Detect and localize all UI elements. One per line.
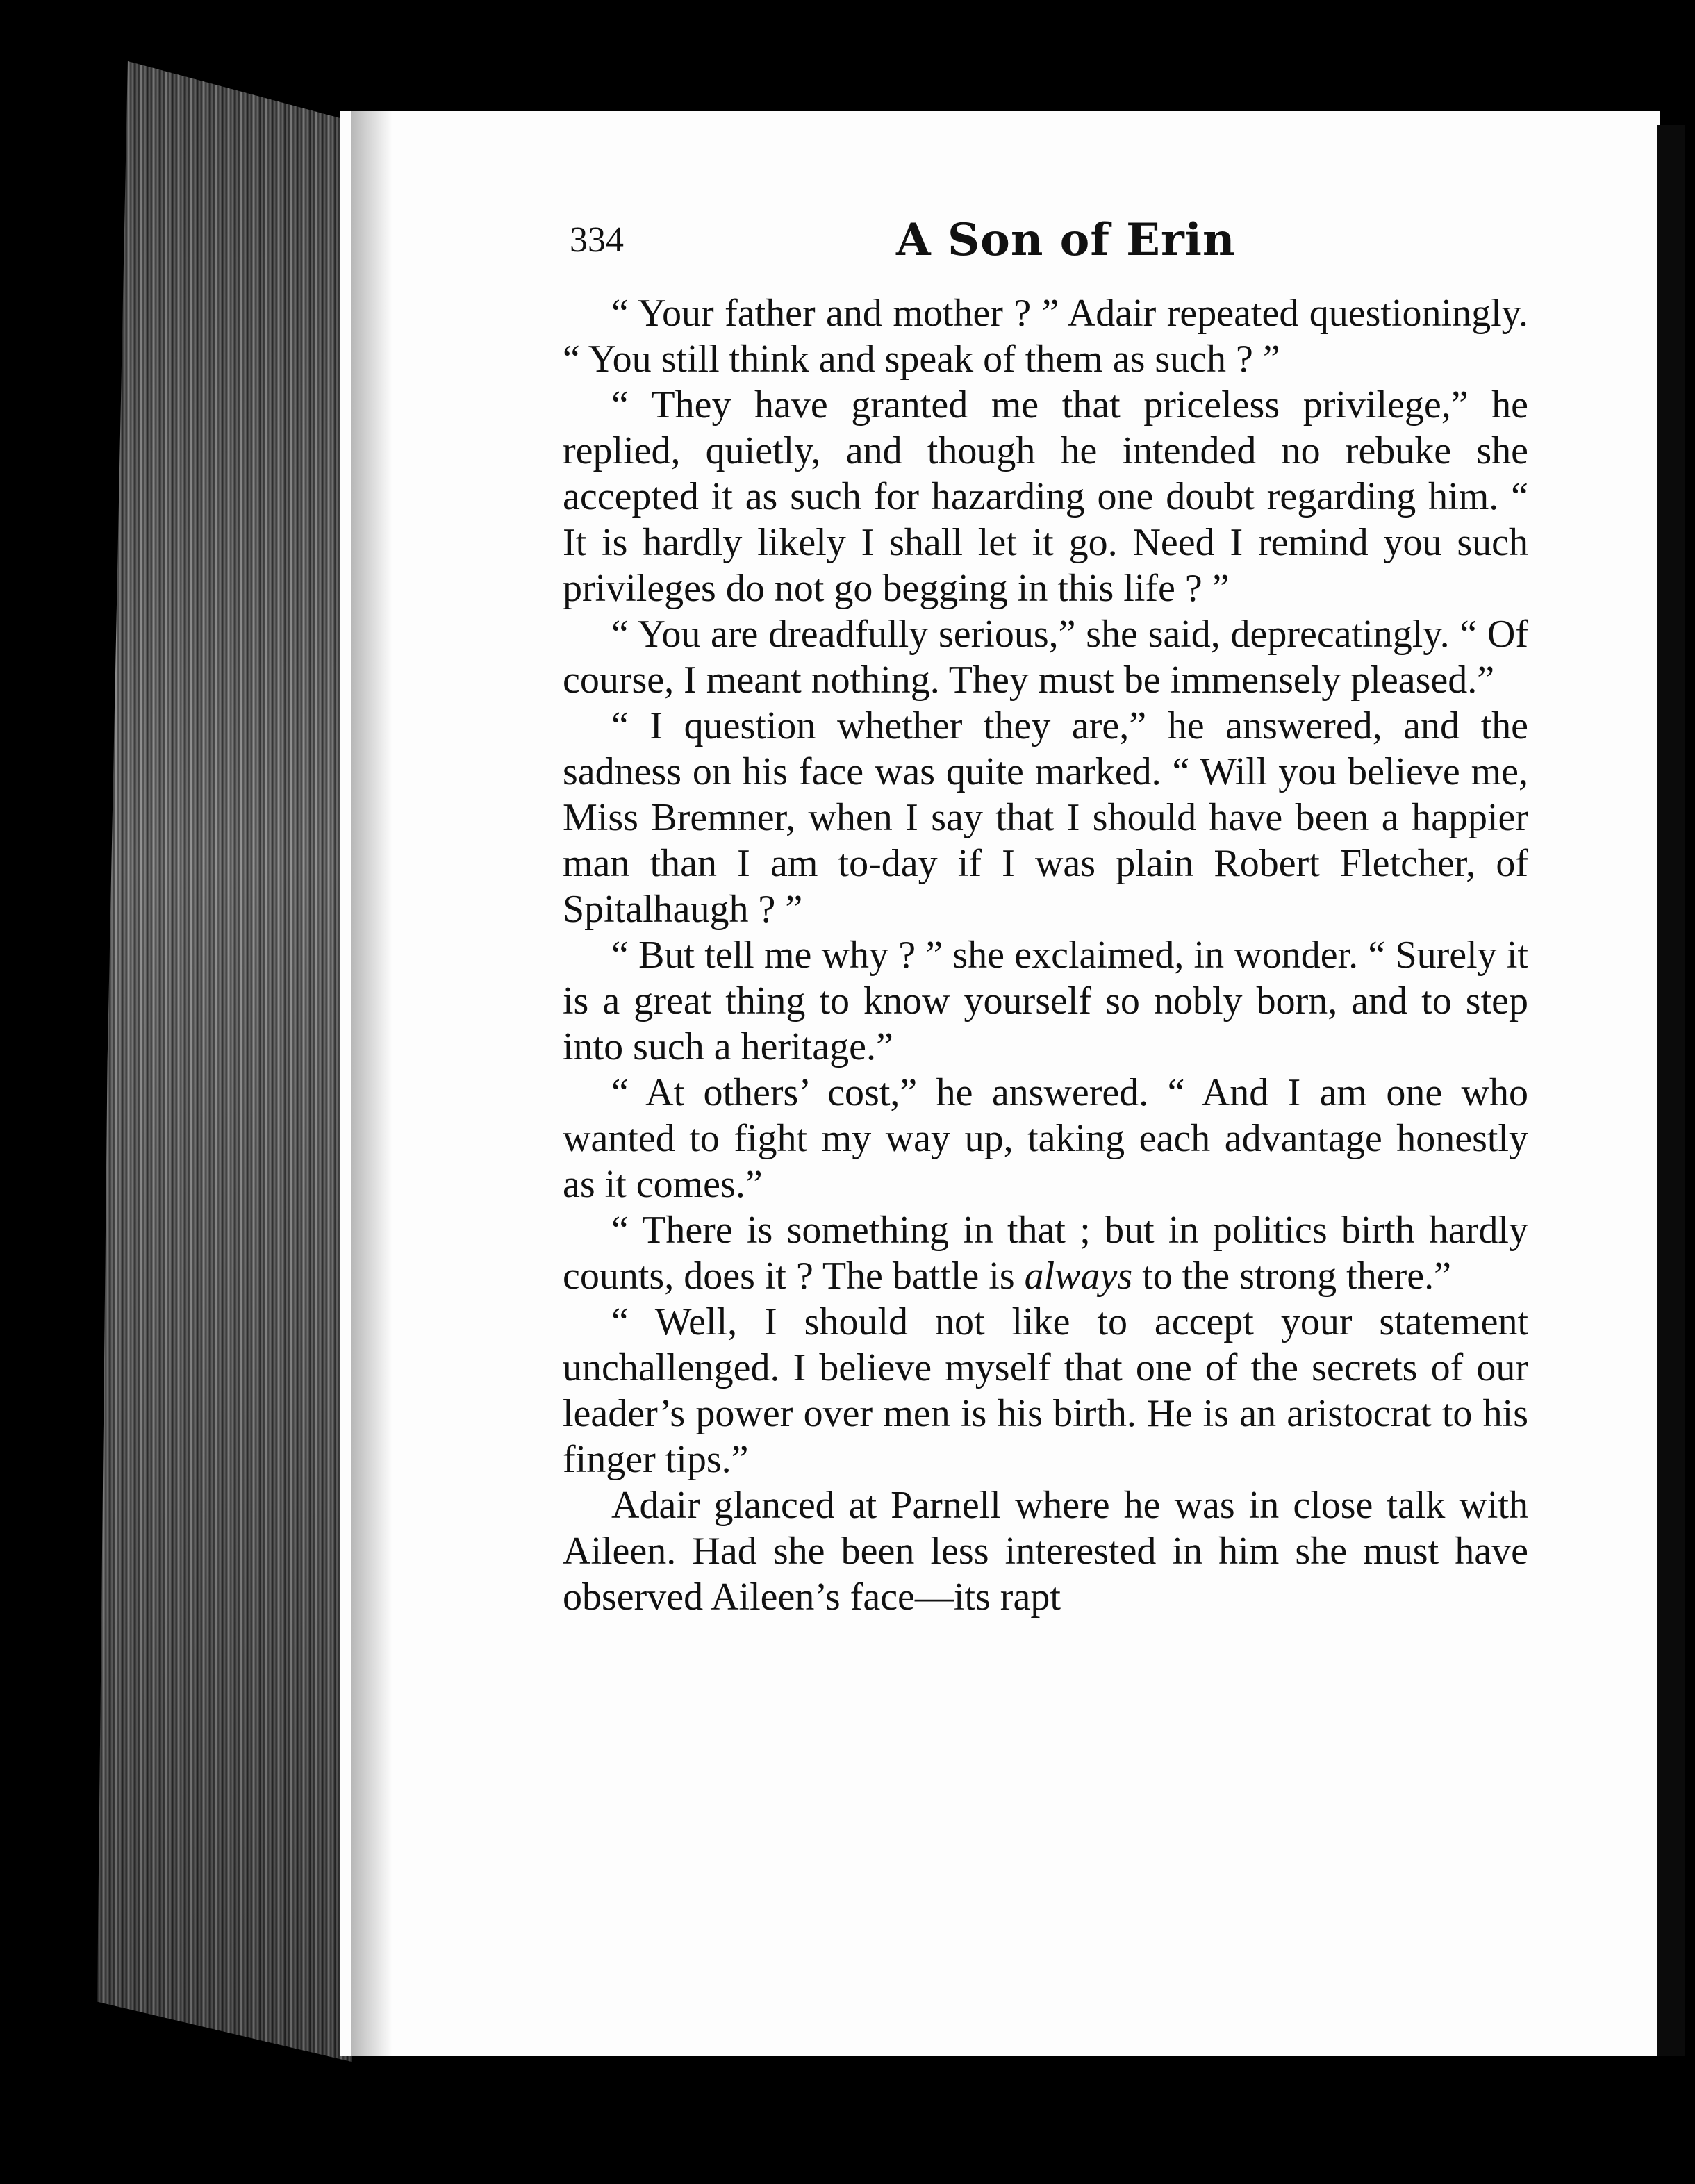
paragraph: “ Your father and mother ? ” Adair repeated questioningly. “ You still think and speak of them as such ? ”	[563, 292, 1528, 381]
paragraph	[563, 1207, 1528, 1299]
page-number: 334	[570, 220, 624, 260]
right-page-edge	[1657, 125, 1685, 2056]
paragraph: Adair glanced at Parnell where he was in close talk with Aileen. Had she been less interested in him she must have observed Aileen’s face—its rapt	[563, 1484, 1528, 1619]
paragraph: “ You are dreadfully serious,” she said, deprecatingly. “ Of course, I meant nothing. They must be immensely pleased.”	[563, 613, 1528, 702]
book-page-edges	[97, 61, 352, 2062]
paragraph: “ I question whether they are,” he answered, and the sadness on his face was quite marked. “ Will you believe me, Miss Bremner, when I say that I should have been a happier man than I am to-day if I was plain Robert Fletcher, of Spitalhaugh ? ”	[563, 704, 1528, 931]
italic-word: always	[1024, 1255, 1133, 1298]
paragraph: “ At others’ cost,” he answered. “ And I am one who wanted to fight my way up, taking each advantage honestly as it comes.”	[563, 1071, 1528, 1206]
paragraph: “ But tell me why ? ” she exclaimed, in wonder. “ Surely it is a great thing to know yourself so nobly born, and to step into such a heritage.”	[563, 934, 1528, 1068]
page-gutter-shadow	[351, 111, 392, 2056]
running-title: A Son of Erin	[896, 214, 1236, 266]
paragraph: “ Well, I should not like to accept your statement unchallenged. I believe myself that one of the secrets of our leader’s power over men is his birth. He is an aristocrat to his finger tips.”	[563, 1300, 1528, 1481]
body-text	[563, 290, 1528, 1620]
paragraph-text: “ There is something in that ; but in politics birth hardly counts, does it ? The battle is	[563, 1209, 1528, 1298]
paragraph: “ They have granted me that priceless privilege,” he replied, quietly, and though he intended no rebuke she accepted it as such for hazarding one doubt regarding him. “ It is hardly likely I shall let it go. Need I remind you such privileges do not go begging in this life ? ”	[563, 383, 1528, 610]
paragraph-text: to the strong there.”	[1132, 1255, 1451, 1298]
running-header	[0, 214, 1695, 266]
